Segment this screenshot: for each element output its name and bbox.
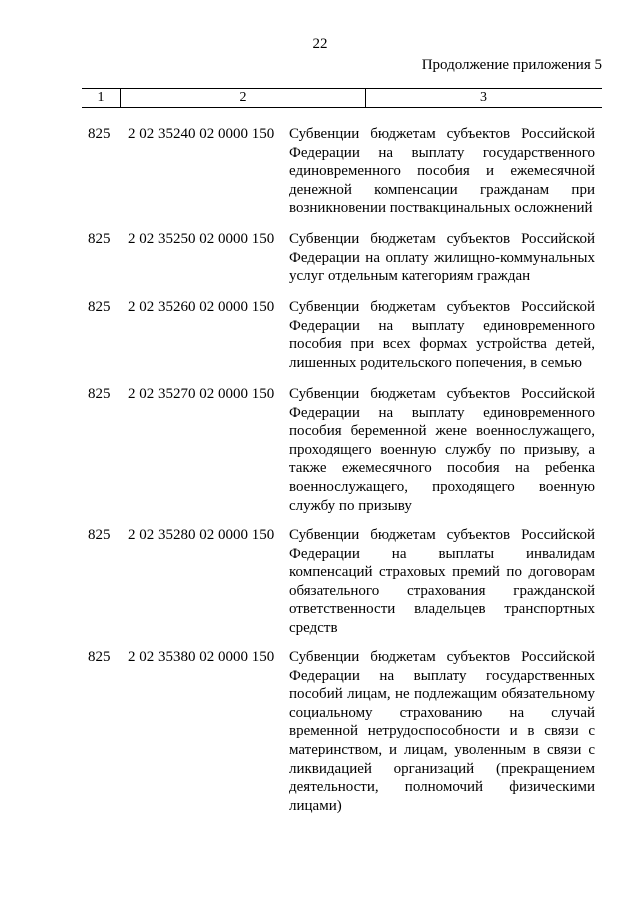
header-col-2: 2 xyxy=(120,89,366,107)
header-col-3: 3 xyxy=(480,90,487,105)
row-description: Субвенции бюджетам субъектов Российской Федерации на выплату государственного единовременного пособия и ежемесячной денежной компенсации гражданам при возникновении поствакцинальных осложнений xyxy=(289,126,595,217)
budget-code: 2 02 35280 02 0000 150 xyxy=(128,527,275,543)
admin-code: 825 xyxy=(88,231,111,247)
budget-code: 2 02 35250 02 0000 150 xyxy=(128,231,275,247)
admin-code: 825 xyxy=(88,126,111,142)
budget-code: 2 02 35380 02 0000 150 xyxy=(128,649,275,665)
table-header-row xyxy=(82,88,602,108)
budget-code: 2 02 35260 02 0000 150 xyxy=(128,299,275,315)
row-description: Субвенции бюджетам субъектов Российской Федерации на выплату государственных пособий лицам, не подлежащим обязательному социальному страхованию на случай временной нетрудоспособности и в связи с материнством, и лицам, уволенным в связи с ликвидацией организаций (прекращением деятельности, полномочий физическими лицами) xyxy=(289,649,595,814)
admin-code: 825 xyxy=(88,386,111,402)
budget-code: 2 02 35270 02 0000 150 xyxy=(128,386,275,402)
admin-code: 825 xyxy=(88,299,111,315)
row-description: Субвенции бюджетам субъектов Российской Федерации на выплаты инвалидам компенсаций страховых премий по договорам обязательного страхования гражданской ответственности владельцев транспортных средств xyxy=(289,527,595,636)
budget-code: 2 02 35240 02 0000 150 xyxy=(128,126,275,142)
row-description: Субвенции бюджетам субъектов Российской Федерации на выплату единовременного пособия беременной жене военнослужащего, проходящего военную службу по призыву, а также ежемесячного пособия на ребенка военнослужащего, проходящего военную службу по призыву xyxy=(289,386,595,514)
row-description: Субвенции бюджетам субъектов Российской Федерации на оплату жилищно-коммунальных услуг отдельным категориям граждан xyxy=(289,231,595,285)
admin-code: 825 xyxy=(88,649,111,665)
page-number: 22 xyxy=(312,36,328,52)
row-description: Субвенции бюджетам субъектов Российской Федерации на выплату единовременного пособия при всех формах устройства детей, лишенных родительского попечения, в семью xyxy=(289,299,595,371)
header-col-1: 1 xyxy=(97,90,105,105)
admin-code: 825 xyxy=(88,527,111,543)
continuation-label: Продолжение приложения 5 xyxy=(421,57,602,73)
